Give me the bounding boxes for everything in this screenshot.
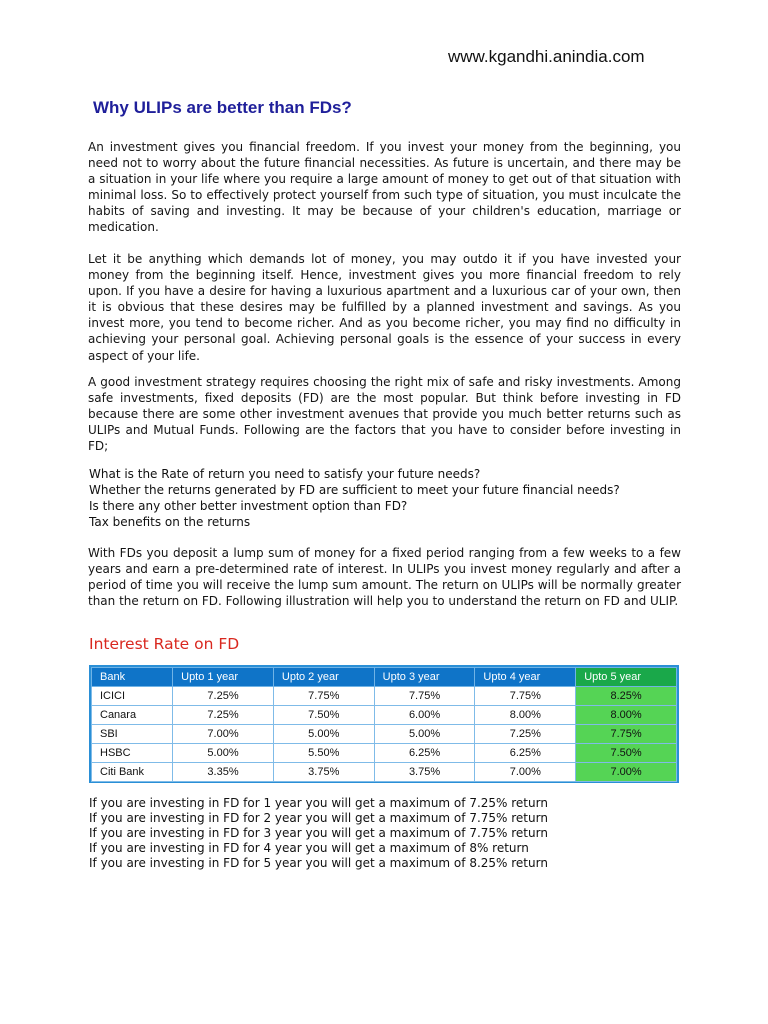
question-item: Is there any other better investment option than FD? xyxy=(89,499,408,514)
column-header: Bank xyxy=(92,668,173,687)
question-item: Whether the returns generated by FD are sufficient to meet your future financial needs? xyxy=(89,483,620,498)
rate-cell: 8.00% xyxy=(475,706,576,725)
page-title: Why ULIPs are better than FDs? xyxy=(93,98,352,117)
interest-rate-table-frame xyxy=(89,665,679,783)
rate-cell: 8.25% xyxy=(576,687,677,706)
paragraph-intro: An investment gives you financial freedom. If you invest your money from the beginning, you need not to worry about the future financial necessities. As future is uncertain, and there may be a situation in your life where you require a large amount of money to get out of that situation with minimal loss. So to effectively protect yourself from such type of situation, you must inculcate the habits of saving and investing. It may be because of your children's education, marriage or medication. xyxy=(88,140,681,235)
result-line: If you are investing in FD for 4 year you will get a maximum of 8% return xyxy=(89,841,529,855)
paragraph-investment-strategy: A good investment strategy requires choosing the right mix of safe and risky investments. Among safe investments, fixed deposits (FD) are the most popular. But think before investing in FD because there are some other investment avenues that provide you much better returns such as ULIPs and Mutual Funds. Following are the factors that you have to consider before investing in FD; xyxy=(88,375,681,454)
result-line: If you are investing in FD for 5 year you will get a maximum of 8.25% return xyxy=(89,856,548,870)
column-header: Upto 1 year xyxy=(173,668,274,687)
rate-cell: 3.75% xyxy=(374,763,475,782)
section-title: Interest Rate on FD xyxy=(89,635,240,653)
rate-cell: 6.25% xyxy=(374,744,475,763)
table-row xyxy=(92,744,677,763)
rate-cell: 6.00% xyxy=(374,706,475,725)
table-row xyxy=(92,725,677,744)
bank-cell: HSBC xyxy=(92,744,173,763)
site-url: www.kgandhi.anindia.com xyxy=(448,47,645,66)
rate-cell: 7.00% xyxy=(576,763,677,782)
rate-cell: 7.25% xyxy=(475,725,576,744)
rate-cell: 3.75% xyxy=(273,763,374,782)
rate-cell: 7.75% xyxy=(374,687,475,706)
rate-cell: 5.00% xyxy=(273,725,374,744)
rate-cell: 7.50% xyxy=(576,744,677,763)
table-row xyxy=(92,763,677,782)
result-line: If you are investing in FD for 1 year you will get a maximum of 7.25% return xyxy=(89,796,548,810)
column-header: Upto 2 year xyxy=(273,668,374,687)
result-list xyxy=(89,796,548,871)
column-header: Upto 3 year xyxy=(374,668,475,687)
bank-cell: ICICI xyxy=(92,687,173,706)
interest-rate-table xyxy=(91,667,677,782)
rate-cell: 5.00% xyxy=(374,725,475,744)
rate-cell: 7.00% xyxy=(475,763,576,782)
rate-cell: 5.00% xyxy=(173,744,274,763)
rate-cell: 7.50% xyxy=(273,706,374,725)
table-row xyxy=(92,706,677,725)
rate-cell: 3.35% xyxy=(173,763,274,782)
result-line: If you are investing in FD for 2 year you will get a maximum of 7.75% return xyxy=(89,811,548,825)
column-header: Upto 5 year xyxy=(576,668,677,687)
question-list xyxy=(89,466,620,530)
rate-cell: 7.00% xyxy=(173,725,274,744)
rate-cell: 6.25% xyxy=(475,744,576,763)
table-row xyxy=(92,687,677,706)
rate-cell: 7.25% xyxy=(173,687,274,706)
paragraph-fd-vs-ulip: With FDs you deposit a lump sum of money for a fixed period ranging from a few weeks to a few years and earn a pre-determined rate of interest. In ULIPs you invest money regularly and after a period of time you will receive the lump sum amount. The return on ULIPs will be normally greater than the return on FD. Following illustration will help you to understand the return on FD and ULIP. xyxy=(88,546,681,609)
rate-cell: 7.75% xyxy=(576,725,677,744)
bank-cell: Citi Bank xyxy=(92,763,173,782)
rate-cell: 7.75% xyxy=(475,687,576,706)
column-header: Upto 4 year xyxy=(475,668,576,687)
bank-cell: Canara xyxy=(92,706,173,725)
bank-cell: SBI xyxy=(92,725,173,744)
rate-cell: 8.00% xyxy=(576,706,677,725)
question-item: What is the Rate of return you need to satisfy your future needs? xyxy=(89,467,481,481)
result-line: If you are investing in FD for 3 year you will get a maximum of 7.75% return xyxy=(89,826,548,840)
question-item: Tax benefits on the returns xyxy=(89,515,251,530)
paragraph-financial-freedom: Let it be anything which demands lot of money, you may outdo it if you have invested your money from the beginning itself. Hence, investment gives you more financial freedom to rely upon. If you have a desire for having a luxurious apartment and a luxurious car of your own, then it is obvious that these desires may be fulfilled by a planned investment and savings. As you invest more, you tend to become richer. And as you become richer, you may find no difficulty in achieving your personal goal. Achieving personal goals is the essence of your success in every aspect of your life. xyxy=(88,252,681,363)
table-header-row xyxy=(92,668,677,687)
rate-cell: 7.75% xyxy=(273,687,374,706)
rate-cell: 7.25% xyxy=(173,706,274,725)
rate-cell: 5.50% xyxy=(273,744,374,763)
